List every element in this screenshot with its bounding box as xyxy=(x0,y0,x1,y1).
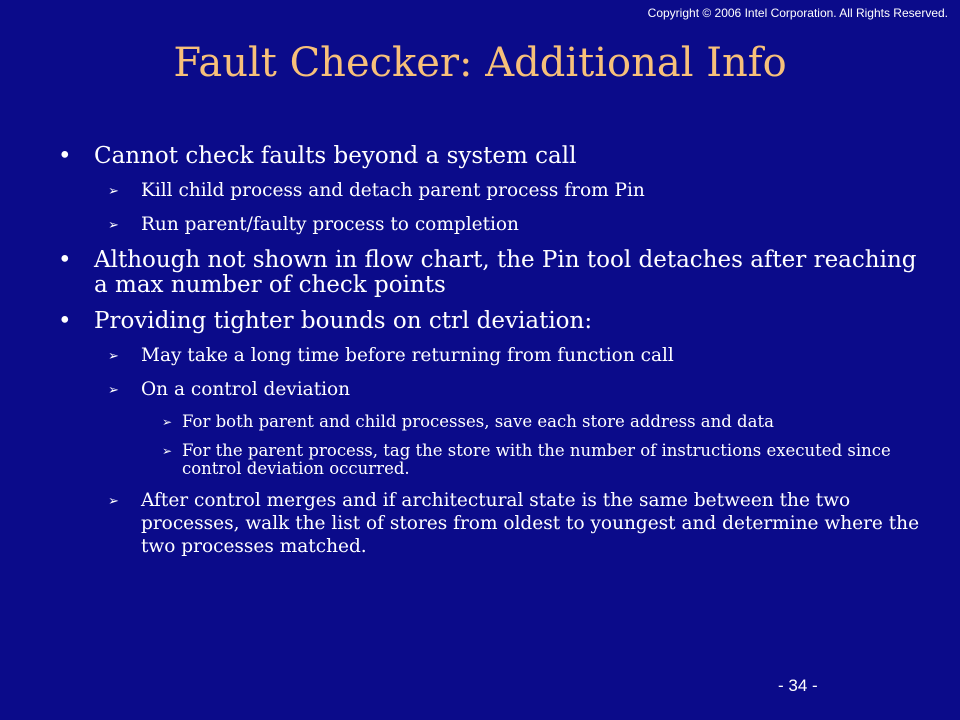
sub-bullet-text: May take a long time before returning from function call xyxy=(141,345,674,366)
arrow-bullet-icon: ➢ xyxy=(108,184,119,199)
sub-bullet-item xyxy=(108,345,928,367)
sub-sub-bullet-item xyxy=(162,413,928,431)
arrow-bullet-icon: ➢ xyxy=(108,383,119,398)
sub-bullet-item xyxy=(108,214,928,236)
sub-sub-bullet-text: For both parent and child processes, save each store address and data xyxy=(182,412,774,431)
arrow-bullet-icon: ➢ xyxy=(108,349,119,364)
copyright-notice: Copyright © 2006 Intel Corporation. All Rights Reserved. xyxy=(647,6,948,20)
bullet-item xyxy=(58,144,928,169)
slide-content xyxy=(58,144,928,570)
sub-bullet-item xyxy=(108,489,928,558)
sub-bullet-text: Run parent/faulty process to completion xyxy=(141,214,519,235)
sub-bullet-text: Kill child process and detach parent process from Pin xyxy=(141,180,645,201)
bullet-icon: • xyxy=(58,143,72,169)
slide-title: Fault Checker: Additional Info xyxy=(173,40,787,86)
arrow-bullet-icon: ➢ xyxy=(108,494,119,509)
sub-bullet-text: After control merges and if architectural state is the same between the two processes, walk the list of stores from oldest to youngest and determine where the two processes matched. xyxy=(141,490,920,557)
arrow-bullet-icon: ➢ xyxy=(162,415,173,429)
arrow-bullet-icon: ➢ xyxy=(108,218,119,233)
bullet-icon: • xyxy=(58,247,72,273)
sub-bullet-item xyxy=(108,379,928,401)
arrow-bullet-icon: ➢ xyxy=(162,444,173,458)
sub-sub-bullet-item xyxy=(162,442,928,478)
bullet-text: Cannot check faults beyond a system call xyxy=(94,143,577,169)
bullet-icon: • xyxy=(58,308,72,334)
bullet-text: Providing tighter bounds on ctrl deviation: xyxy=(94,308,593,334)
page-number: - 34 - xyxy=(778,676,818,695)
bullet-item xyxy=(58,309,928,334)
bullet-item xyxy=(58,248,928,298)
sub-sub-bullet-text: For the parent process, tag the store with the number of instructions executed since control deviation occurred. xyxy=(182,441,891,478)
bullet-text: Although not shown in flow chart, the Pin tool detaches after reaching a max number of check points xyxy=(94,247,917,298)
sub-bullet-text: On a control deviation xyxy=(141,379,351,400)
sub-bullet-item xyxy=(108,180,928,202)
